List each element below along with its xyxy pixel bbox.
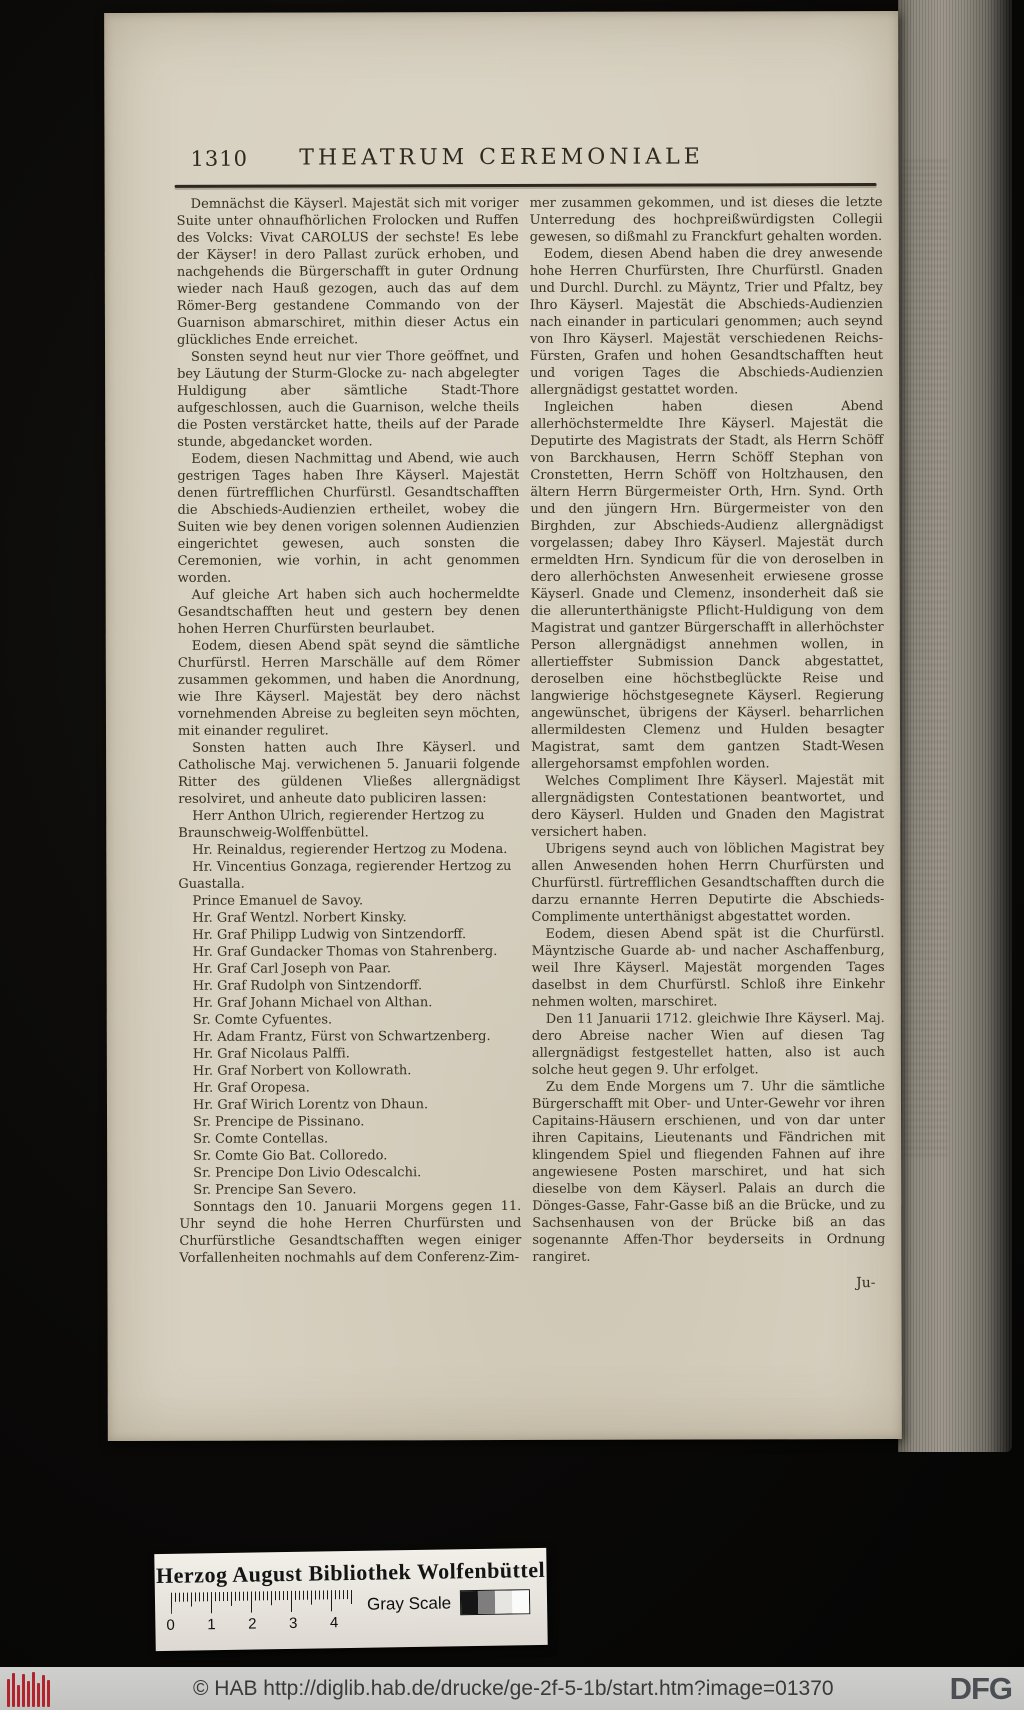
paragraph: Sr. Prencipe San Severo. (193, 1182, 357, 1198)
paragraph: Hr. Graf Carl Joseph von Paar. (192, 961, 392, 977)
paragraph: Hr. Graf Gundacker Thomas von Stahrenberg. (192, 944, 498, 960)
swatch-gray (478, 1591, 495, 1614)
paragraph: Herr Anthon Ulrich, regierender Hertzog zu Braunschweig-Wolffenbüttel. (178, 808, 485, 841)
swatch-light-gray (495, 1590, 512, 1613)
paragraph: Hr. Adam Frantz, Fürst von Schwartzenberg. (192, 1029, 491, 1045)
paragraph: Eodem, diesen Abend spät ist die Churfürstl. Mäyntzische Guarde ab- und nacher Aschaffenburg, weil Ihre Käyserl. Majestät morgenden Tages daselbst in dem Churfürstl. Schloß ihre Einkehr nehmen wolten, marschiret. (531, 926, 885, 1010)
text-block (177, 194, 886, 1294)
ruler-numbers (166, 1614, 338, 1634)
paragraph: Sr. Prencipe de Pissinano. (193, 1114, 365, 1130)
page-bleedthrough-texture (902, 160, 948, 1160)
scanned-book-page (104, 11, 902, 1441)
ruler-number: 4 (329, 1614, 339, 1632)
running-title: THEATRUM CEREMONIALE (299, 144, 704, 171)
swatch-black (461, 1591, 478, 1614)
paragraph: Hr. Graf Johann Michael von Althan. (192, 995, 433, 1011)
ruler-number: 3 (288, 1614, 298, 1632)
paragraph: Hr. Graf Norbert von Kollowrath. (192, 1063, 412, 1079)
gray-scale-swatches (460, 1589, 530, 1615)
paragraph: Zu dem Ende Morgens um 7. Uhr die sämtliche Bürgerschafft mit Ober- und Unter-Gewehr vor ihren Capitains-Häusern erschienen, und von dar unter ihren Capitains, Lieutenants und Fändrichen mit klingendem Spiel und fliegenden Fahnen auf ihre angewiesene Posten marschiret, und hat sich dieselbe von dem Käyserl. Palais an durch die Dönges-Gasse, Fahr-Gasse biß an die Brücke, und zu Sachsenhausen von der Brücke biß an das sogenannte Affen-Thor beyderseits in Ordnung rangiret. (531, 1079, 886, 1265)
paragraph: Sr. Comte Gio Bat. Colloredo. (193, 1148, 388, 1164)
label-scale-row (155, 1585, 548, 1643)
paragraph: Hr. Graf Oropesa. (192, 1080, 310, 1096)
hab-logo-icon (7, 1671, 77, 1707)
paragraph: Prince Emanuel de Savoy. (192, 893, 364, 909)
paragraph: Den 11 Januarii 1712. gleichwie Ihre Käyserl. Maj. dero Abreise nacher Wien auf diesen Tag allergnädigst festgestellet hatten, also ist auch solche heut gegen 9. Uhr erfolget. (531, 1011, 885, 1078)
paragraph: Hr. Reinaldus, regierender Hertzog zu Modena. (192, 841, 508, 858)
paragraph: Hr. Graf Wentzl. Norbert Kinsky. (192, 910, 407, 926)
left-column (177, 195, 522, 1294)
paragraph: Sonntags den 10. Januarii Morgens gegen 11. Uhr seynd die hohe Herren Churfürsten und Churfürstliche Gesandtschafften wegen einiger Vorfallenheiten nochmahls auf dem Conferenz-Zim- (179, 1198, 522, 1266)
right-column (530, 194, 886, 1293)
paragraph: Eodem, diesen Abend spät seynd die sämtliche Churfürstl. Herren Marschälle auf dem Römer zusammen gekommen, und haben die Anordnung, wie Ihre Käyserl. Majestät bey dero nächst vornehmenden Abreise zu begleiten seyn möchten, mit einander reguliret. (177, 637, 520, 739)
paragraph: Demnächst die Käyserl. Majestät sich mit voriger Suite unter ohnaufhörlichen Frolocken und Ruffen des Volcks: Vivat CAROLUS der sechste! Es lebe der Käyser! in dero Pallast zurück erhoben, und nachgehends die Bürgerschafft in guter Ordnung wieder nach Hauß gezogen, auch das auf dem Römer-Berg gestandene Commando von der Guarnison abmarschiret, mithin dieser Actus ein glückliches Ende erreichet. (176, 195, 519, 348)
cm-ruler (166, 1590, 362, 1641)
paragraph: Sonsten hatten auch Ihre Käyserl. und Catholische Maj. verwichenen 5. Januarii folgende Ritter des güldenen Vließes allergnädigst resolviret, und anheute dato publiciren lassen: (178, 739, 521, 807)
book-fore-edge (898, 0, 1012, 1452)
gray-scale (367, 1589, 530, 1617)
paragraph: Sr. Comte Cyfuentes. (192, 1012, 333, 1028)
copyright-url: © HAB http://diglib.hab.de/drucke/ge-2f-5-1b/start.htm?image=01370 (192, 1676, 834, 1700)
library-name: Herzog August Bibliothek Wolfenbüttel (155, 1556, 546, 1589)
ruler-cm-ticks (171, 1590, 353, 1614)
paragraph: Ubrigens seynd auch von löblichen Magistrat bey allen Anwesenden hohen Herrn Churfürsten und Churfürstl. fürtrefflichen Gesandtschafften durch die darzu ernannte Herren Deputirte die Abschieds-Complimente unterthänigst abgestattet worden. (531, 841, 885, 925)
dfg-logo: DFG (949, 1670, 1012, 1706)
swatch-white (512, 1590, 529, 1613)
ruler-number: 2 (248, 1615, 257, 1633)
library-label (154, 1548, 547, 1651)
paragraph: Eodem, diesen Abend haben die drey anwesende hohe Herren Churfürsten, Ihre Churfürstl. Gnaden und Durchl. Durchl. zu Mäyntz, Trier und Pfaltz, bey Ihro Käyserl. Majestät die Abschieds-Audienzien nach einander in particulari genommen; auch seynd von Ihro Käyserl. Majestät verschiedenen Reichs-Fürsten, Grafen und hohen Gesandtschafften heut und vorigen Tages die Abschieds-Audienzien allergnädigst gestattet worden. (529, 246, 884, 398)
header-rule (175, 183, 877, 188)
paragraph: Auf gleiche Art haben sich auch hochermeldte Gesandtschafften heut und gestern bey denen hohen Herren Churfürsten beurlaubet. (177, 586, 520, 637)
paragraph: Hr. Graf Rudolph von Sintzendorff. (192, 978, 423, 994)
paragraph: Hr. Vincentius Gonzaga, regierender Hertzog zu Guastalla. (178, 858, 512, 892)
paragraph: Hr. Graf Philipp Ludwig von Sintzendorff. (192, 927, 467, 943)
paragraph: mer zusammen gekommen, und ist dieses die letzte Unterredung des hochpreißwürdigsten Collegii gewesen, so dißmahl zu Franckfurt gehalten worden. (529, 195, 883, 245)
footer-bar (0, 1667, 1024, 1710)
page-number: 1310 (190, 146, 248, 171)
paragraph: Hr. Graf Nicolaus Palffi. (192, 1046, 350, 1062)
paragraph: Ingleichen haben diesen Abend allerhöchstermeldte Ihre Käyserl. Majestät die Deputirte des Magistrats der Stadt, als Herrn Schöff von Barckhausen, Herrn Schöff Stephan von Cronstetten, Herrn Schöff von Holtzhausen, den ältern Herrn Bürgermeister Orth, Hrn. Synd. Orth und den jüngern Hrn. Bürgermeister von den Birghden, zur Abschieds-Audienz allergnädigst vorgelassen; dabey Ihro Käyserl. Majestät durch ermeldten Hrn. Syndicum für die von deroselben in dero allerhöchsten Anwesenheit erwiesene grosse Käyserl. Gnade und Clemenz, insonderheit daß sie die allerunterthänigste Pflicht-Huldigung von dem Magistrat und gantzer Bürgerschafft in allerhöchster Person allergnädigst annehmen wollen, in allertieffster Submission Danck abgestattet, deroselben eine höchstbeglückte Reise und langwierige höchstgesegnete Käyserl. Regierung angewünschet, übrigens der Käyserl. beharrlichen allermildesten Clemenz und Hulden besagter Magistrat, samt dem gantzen Stadt-Wesen allergehorsamst empfohlen worden. (530, 399, 885, 772)
paragraph: Sr. Comte Contellas. (193, 1131, 329, 1147)
ruler-number: 0 (166, 1616, 175, 1634)
paragraph: Welches Compliment Ihre Käyserl. Majestät mit allergnädigsten Contestationen beantwortet, und dero Käyserl. Hulden und Gnaden den Magistrat versichert haben. (531, 773, 885, 840)
paragraph: Eodem, diesen Nachmittag und Abend, wie auch gestrigen Tages haben Ihre Käyserl. Majestät denen fürtrefflichen Churfürstl. Gesandtschafften die Abschieds-Audienzien ertheilet, wobey die Suiten wie bey denen vorigen solennen Audienzien eingerichtet gewesen, auch sonsten die Ceremonien, wie vorhin, in acht genommen worden. (177, 450, 520, 586)
paragraph: Sonsten seynd heut nur vier Thore geöffnet, und bey Läutung der Sturm-Glocke zu- nach abgelegter Huldigung aber sämtliche Stadt-Thore aufgeschlossen, auch die Guarnison, welche theils die Posten verstärcket hatte, theils auf der Parade stunde, abgedancket worden. (177, 348, 520, 450)
catchword: Ju- (856, 1275, 876, 1292)
paragraph: Sr. Prencipe Don Livio Odescalchi. (193, 1165, 422, 1181)
gray-scale-label: Gray Scale (366, 1592, 452, 1614)
ruler-number: 1 (207, 1616, 216, 1634)
paragraph: Hr. Graf Wirich Lorentz von Dhaun. (192, 1097, 429, 1113)
